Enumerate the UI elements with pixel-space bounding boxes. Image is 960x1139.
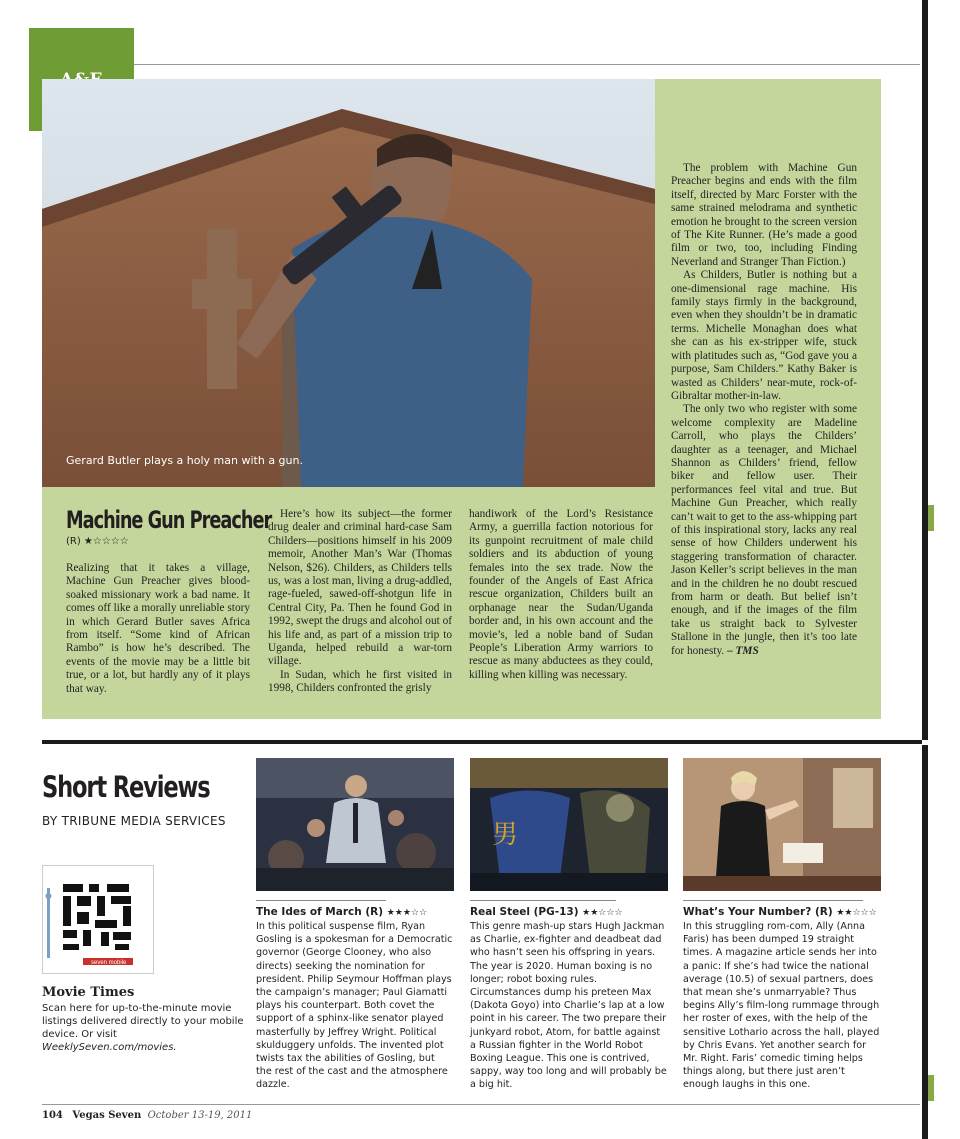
short-reviews-title: Short Reviews — [42, 770, 210, 804]
article-column-2 — [268, 508, 452, 696]
review-body: This genre mash-up stars Hugh Jackman as Charlie, ex-fighter and deadbeat dad who hasn’t seen his offspring in years. The year is 2020. Human boxing is no longer; robot boxing rules. Circumstances dump his preteen Max (Dakota Goyo) into Charlie’s lap at a low point in his career. The two prepare their junkyard robot, Atom, for battle against a Russian fighter in the World Robot Boxing League. This one is contrived, sappy, way too long and will probably be a big hit. — [470, 921, 667, 1091]
feature-photo-illustration — [42, 79, 655, 487]
article-column-3 — [469, 508, 653, 682]
feature-photo — [42, 79, 655, 487]
review-image-ides-of-march — [256, 758, 454, 891]
magazine-name: Vegas Seven — [72, 1110, 142, 1121]
svg-text:男: 男 — [492, 820, 519, 850]
page-footer — [42, 1110, 252, 1121]
article-column-1 — [66, 562, 250, 696]
review-stars: ★★☆☆☆ — [582, 908, 623, 918]
review-heading — [683, 906, 877, 918]
header-rule — [134, 64, 920, 65]
paragraph: Realizing that it takes a village, Machine Gun Preacher gives blood-soaked missionary work a bad name. It comes off like a morally unreliable story in which Gerard Butler saves Africa from itself. “Some kind of African Rambo” is how he’s described. The events of the movie may be a little bit true, or a lot, but hardly any of it plays that way. — [66, 562, 250, 695]
review-body: In this political suspense film, Ryan Gosling is a spokesman for a Democratic governor (George Clooney, who also directs) seeking the nomination for president. Philip Seymour Hoffman plays the campaign’s manager; Paul Giamatti plays his counterpart. Both covet the support of a sphinx-like senator played masterfully by Jeffrey Wright. Political skulduggery unfolds. The invented plot twists tax the abilities of Gosling, but the rest of the cast and the atmosphere dazzle. — [256, 921, 453, 1091]
paragraph: Here’s how its subject—the former drug dealer and criminal hard-case Sam Childers—positions himself in his 2009 memoir, Another Man’s War (Thomas Nelson, $26). Childers, as Childers tells us, was a lost man, living a drug-addled, rage-fueled, sawed-off-shotgun life in Central City, Pa. Then he found God in 1992, swept the drugs and alcohol out of his life and, as part of a mission trip to Uganda, helped rebuild a war-torn village. — [268, 508, 452, 668]
qr-code[interactable] — [42, 865, 154, 974]
paragraph: As Childers, Butler is nothing but a one-dimensional rage machine. His family stays firmly in the background, even when they shouldn’t be in dramatic terms. Michelle Monaghan does what she can as his ex-stripper wife, stuck with platitudes such as, “God gave you a purpose, Sam Childers.” Kathy Baker is wasted as Childers’ near-mute, rock-of-Gibraltar mother-in-law. — [671, 269, 857, 402]
right-edge-accent — [928, 505, 934, 531]
paragraph-text: The only two who register with some welcome complexity are Madeline Carroll, who plays the Childers’ daughter as a teenager, and Michael Shannon as Childers’ friend, fellow biker and fellow user. Their performances feel vital and true. But Machine Gun Preacher, which really can’t wait to get to the ass-whipping part of this inspirational story, lacks any real sense of how Childers underwent his staggering transformation of character. Jason Keller’s script believes in the man and in the children he no doubt rescued from harm or death. But belief isn’t enough, and if the images of the film take us straight back to Sylvester Stallone in the jungle, then it’s too late for honesty. — [671, 403, 857, 657]
paragraph — [671, 403, 857, 658]
footer-rule — [42, 1104, 920, 1105]
feature-rating: (R) ★☆☆☆☆ — [66, 536, 129, 547]
review-photo — [256, 758, 454, 891]
review-photo — [683, 758, 881, 891]
right-edge-accent-lower — [928, 1075, 934, 1101]
review-image-real-steel — [470, 758, 668, 891]
review-stars: ★★☆☆☆ — [836, 908, 877, 918]
review-heading — [470, 906, 623, 918]
review-image-whats-your-number — [683, 758, 881, 891]
section-divider — [42, 740, 922, 744]
review-photo — [470, 758, 668, 891]
qr-code-graphic — [43, 866, 153, 973]
paragraph: In Sudan, which he first visited in 1998, Childers confronted the grisly — [268, 668, 452, 695]
author-signature: – TMS — [727, 644, 759, 657]
movie-times-body — [42, 1002, 247, 1054]
issue-date: October 13-19, 2011 — [147, 1110, 253, 1121]
short-reviews-byline: BY TRIBUNE MEDIA SERVICES — [42, 814, 226, 828]
movie-times-title: Movie Times — [42, 985, 135, 1000]
review-rule — [683, 900, 863, 901]
photo-caption: Gerard Butler plays a holy man with a gun. — [66, 454, 303, 467]
movie-times-link[interactable]: WeeklySeven.com/movies. — [42, 1042, 177, 1053]
review-rule — [256, 900, 386, 901]
review-rule — [470, 900, 616, 901]
page-number: 104 — [42, 1110, 63, 1121]
movie-times-text: Scan here for up-to-the-minute movie listings delivered directly to your mobile device. Or visit — [42, 1003, 244, 1040]
feature-title: Machine Gun Preacher — [66, 506, 272, 534]
review-title: The Ides of March (R) — [256, 906, 384, 918]
article-column-4 — [671, 162, 857, 658]
review-body: In this struggling rom-com, Ally (Anna Faris) has been dumped 19 straight times. A magazine article sends her into a panic: If she’s had twice the national average (10.5) of sexual partners, does that mean she’s unmarryable? Thus begins Ally’s film-long rummage through her roster of exes, with the help of the sensitive Lothario across the hall, played by Chris Evans. Yet another search for Mr. Right. Faris’ comedic timing helps things along, but there just aren’t enough laughs in this one. — [683, 921, 880, 1091]
right-edge-bar — [922, 0, 928, 740]
review-title: Real Steel (PG-13) — [470, 906, 579, 918]
paragraph: The problem with Machine Gun Preacher begins and ends with the film itself, directed by Marc Forster with the same strained melodrama and synthetic emotion he brought to the screen version of The Kite Runner. (He’s made a good film or two, too, including Finding Neverland and Stranger Than Fiction.) — [671, 162, 857, 268]
review-title: What’s Your Number? (R) — [683, 906, 833, 918]
review-stars: ★★★☆☆ — [386, 908, 428, 918]
review-heading — [256, 906, 427, 918]
paragraph: handiwork of the Lord’s Resistance Army, a guerrilla faction notorious for its gunpoint recruitment of male child soldiers and its abduction of young females into the sex trade. Now the founder of the Angels of East Africa rescue organization, Childers built an orphanage near the Sudan/Uganda border and, in his own account and the movie’s, led a noble band of Sudan People’s Liberation Army warriors to rescue as many abductees as they could, killing when killing was necessary. — [469, 508, 653, 681]
qr-brand: seven mobile — [91, 960, 127, 966]
